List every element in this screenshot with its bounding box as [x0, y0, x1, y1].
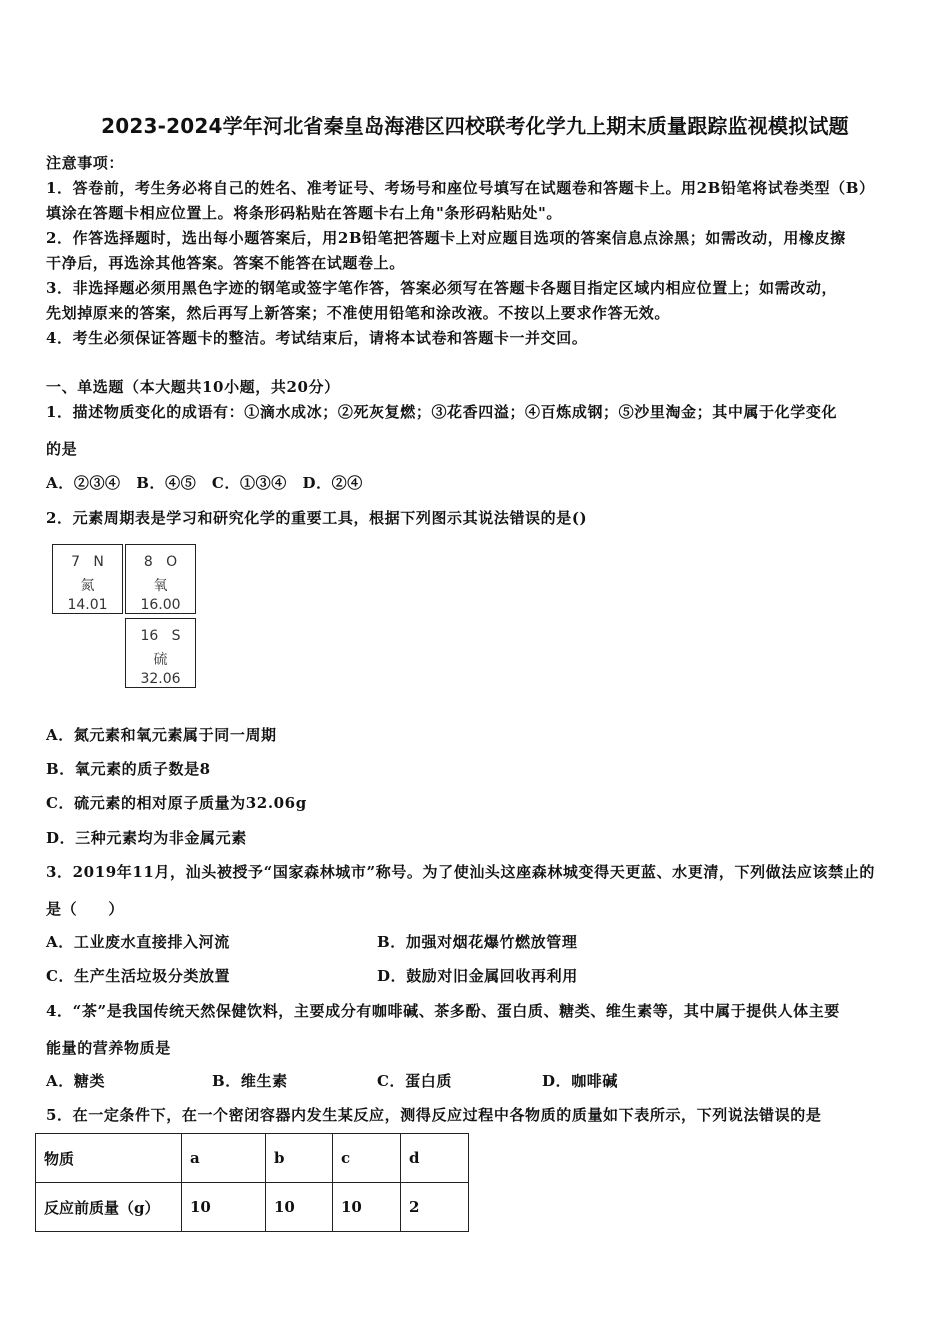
table-cell: 反应前质量（g） — [36, 1183, 182, 1232]
table-cell: 物质 — [36, 1134, 182, 1183]
element-symbol: N — [93, 554, 104, 570]
q2-option-c: C．硫元素的相对原子质量为32.06g — [46, 794, 307, 812]
table-cell: 10 — [266, 1183, 333, 1232]
mass-table — [35, 1133, 469, 1232]
q2-stem: 2．元素周期表是学习和研究化学的重要工具，根据下列图示其说法错误的是() — [46, 509, 588, 527]
q1-options: A．②③④ B．④⑤ C．①③④ D．②④ — [46, 474, 363, 492]
page-title: 2023-2024学年河北省秦皇岛海港区四校联考化学九上期末质量跟踪监视模拟试题 — [101, 114, 849, 138]
q3-option-b: B．加强对烟花爆竹燃放管理 — [377, 933, 578, 951]
element-name: 氧 — [153, 578, 168, 594]
q2-option-b: B．氧元素的质子数是8 — [46, 760, 211, 778]
atomic-mass: 14.01 — [67, 597, 108, 613]
notice-line: 2．作答选择题时，选出每小题答案后，用2B铅笔把答题卡上对应题目选项的答案信息点涂黑；如需改动，用橡皮擦 — [46, 229, 846, 247]
notice-line: 先划掉原来的答案，然后再写上新答案；不准使用铅笔和涂改液。不按以上要求作答无效。 — [46, 304, 671, 322]
table-cell: a — [182, 1134, 266, 1183]
notice-line: 干净后，再选涂其他答案。答案不能答在试题卷上。 — [46, 254, 405, 272]
notice-line: 4．考生必须保证答题卡的整洁。考试结束后，请将本试卷和答题卡一并交回。 — [46, 329, 588, 347]
q3-stem-line2: 是（ ） — [46, 900, 125, 918]
atomic-number: 8 — [143, 554, 153, 570]
q2-option-a: A．氮元素和氧元素属于同一周期 — [46, 726, 277, 744]
q4-stem-line1: 4．“茶”是我国传统天然保健饮料，主要成分有咖啡碱、茶多酚、蛋白质、糖类、维生素等，其中属于提供人体主要 — [46, 1002, 840, 1020]
q4-option-d: D．咖啡碱 — [542, 1072, 619, 1090]
table-cell: 2 — [401, 1183, 469, 1232]
q5-stem: 5．在一定条件下，在一个密闭容器内发生某反应，测得反应过程中各物质的质量如下表所示，下列说法错误的是 — [46, 1106, 822, 1124]
notice-line: 1．答卷前，考生务必将自己的姓名、准考证号、考场号和座位号填写在试题卷和答题卡上。用2B铅笔将试卷类型（B） — [46, 179, 875, 197]
atomic-number: 7 — [71, 554, 81, 570]
q4-stem-line2: 能量的营养物质是 — [46, 1039, 171, 1057]
table-cell: 10 — [333, 1183, 401, 1232]
q3-option-a: A．工业废水直接排入河流 — [46, 933, 230, 951]
q1-stem-line2: 的是 — [46, 440, 78, 458]
table-row — [36, 1134, 469, 1183]
atomic-mass: 32.06 — [140, 671, 181, 687]
element-cell-oxygen — [125, 544, 196, 614]
element-symbol: O — [166, 554, 178, 570]
section-heading: 一、单选题（本大题共10小题，共20分） — [46, 378, 340, 396]
notice-line: 3．非选择题必须用黑色字迹的钢笔或签字笔作答，答案必须写在答题卡各题目指定区域内相应位置上；如需改动， — [46, 279, 838, 297]
q3-option-c: C．生产生活垃圾分类放置 — [46, 967, 231, 985]
q1-stem-line1: 1．描述物质变化的成语有：①滴水成冰；②死灰复燃；③花香四溢；④百炼成钢；⑤沙里淘金；其中属于化学变化 — [46, 403, 838, 421]
q4-option-c: C．蛋白质 — [377, 1072, 452, 1090]
q4-option-a: A．糖类 — [46, 1072, 106, 1090]
notice-line: 填涂在答题卡相应位置上。将条形码粘贴在答题卡右上角"条形码粘贴处"。 — [46, 204, 563, 222]
table-cell: d — [401, 1134, 469, 1183]
q3-option-d: D．鼓励对旧金属回收再利用 — [377, 967, 578, 985]
atomic-number: 16 — [140, 628, 159, 644]
atomic-mass: 16.00 — [140, 597, 181, 613]
element-name: 氮 — [80, 578, 95, 594]
q2-option-d: D．三种元素均为非金属元素 — [46, 829, 247, 847]
element-symbol: S — [171, 628, 181, 644]
table-row — [36, 1183, 469, 1232]
element-cell-nitrogen — [52, 544, 123, 614]
element-name: 硫 — [153, 652, 168, 668]
table-cell: 10 — [182, 1183, 266, 1232]
table-cell: c — [333, 1134, 401, 1183]
q4-option-b: B．维生素 — [212, 1072, 288, 1090]
element-cell-sulfur — [125, 618, 196, 688]
notice-heading: 注意事项： — [46, 154, 125, 172]
q3-stem-line1: 3．2019年11月，汕头被授予“国家森林城市”称号。为了使汕头这座森林城变得天更蓝、水更清，下列做法应该禁止的 — [46, 863, 875, 881]
table-cell: b — [266, 1134, 333, 1183]
